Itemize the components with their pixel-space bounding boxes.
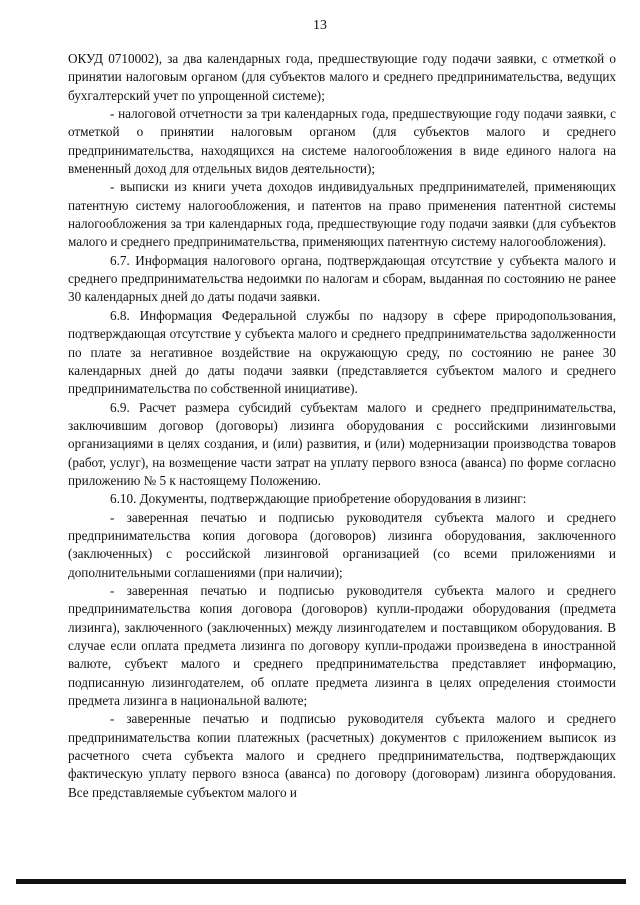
bottom-rule	[16, 879, 626, 884]
paragraph-leasing-contract: - заверенная печатью и подписью руководителя субъекта малого и среднего предпринимательства копия договора (договоров) лизинга оборудования, заключенного (заключенных) с российской лизинговой организацией (со всеми приложениями и дополнительными соглашениями (при наличии);	[68, 509, 616, 580]
paragraph-purchase-contract: - заверенная печатью и подписью руководителя субъекта малого и среднего предпринимательства копия договора (договоров) купли-продажи оборудования (предмета лизинга), заключенного (заключенных) между лизингодателем и поставщиком оборудования. В случае если оплата предмета лизинга по договору купли-продажи произведена в иностранной валюте, субъект малого и среднего предпринимательства представляет информацию, подписанную лизингодателем, об оплате предмета лизинга в целях определения стоимости предмета лизинга в национальной валюте;	[68, 582, 616, 709]
paragraph-6-7: 6.7. Информация налогового органа, подтверждающая отсутствие у субъекта малого и среднего предпринимательства недоимки по налогам и сборам, выданная по состоянию не ранее 30 календарных дней до даты подачи заявки.	[68, 252, 616, 305]
paragraph-6-8: 6.8. Информация Федеральной службы по надзору в сфере природопользования, подтверждающая отсутствие у субъекта малого и среднего предпринимательства задолженности по плате за негативное воздействие на окружающую среду, по состоянию не ранее 30 календарных дней до даты подачи заявки (представляется субъектом малого и среднего предпринимательства по собственной инициативе).	[68, 307, 616, 397]
paragraph-tax-reporting: - налоговой отчетности за три календарных года, предшествующие году подачи заявки, с отметкой о принятии налоговым органом (для субъектов малого и среднего предпринимательства, находящихся на системе налогообложения в виде единого налога на вмененный доход для отдельных видов деятельности);	[68, 106, 616, 177]
paragraph-payment-documents: - заверенные печатью и подписью руководителя субъекта малого и среднего предпринимательства копии платежных (расчетных) документов с приложением выписок из расчетного счета субъекта малого и среднего предпринимательства, подтверждающих фактическую уплату первого взноса (аванса) по договору (договорам) лизинга оборудования. Все представляемые субъектом малого и	[68, 711, 616, 800]
document-body	[68, 50, 616, 802]
paragraph-6-10: 6.10. Документы, подтверждающие приобретение оборудования в лизинг:	[110, 491, 527, 507]
paragraph-patent-extracts: - выписки из книги учета доходов индивидуальных предпринимателей, применяющих патентную систему налогообложения, и патентов на право применения патентной системы налогообложения за три календарных года, предшествующие году подачи заявки (для субъектов малого и среднего предпринимательства, применяющих патентную систему налогообложения).	[68, 179, 616, 250]
page-number: 13	[313, 18, 327, 33]
paragraph-6-9: 6.9. Расчет размера субсидий субъектам малого и среднего предпринимательства, заключившим договор (договоры) лизинга оборудования с российскими лизинговыми организациями в целях создания, и (или) развития, и (или) модернизации производства товаров (работ, услуг), на возмещение части затрат на уплату первого взноса (аванса) по форме согласно приложению № 5 к настоящему Положению.	[68, 399, 616, 488]
paragraph-okud-continuation: ОКУД 0710002), за два календарных года, предшествующие году подачи заявки, с отметкой о принятии налоговым органом (для субъектов малого и среднего предпринимательства, ведущих бухгалтерский учет по упрощенной системе);	[68, 51, 616, 103]
